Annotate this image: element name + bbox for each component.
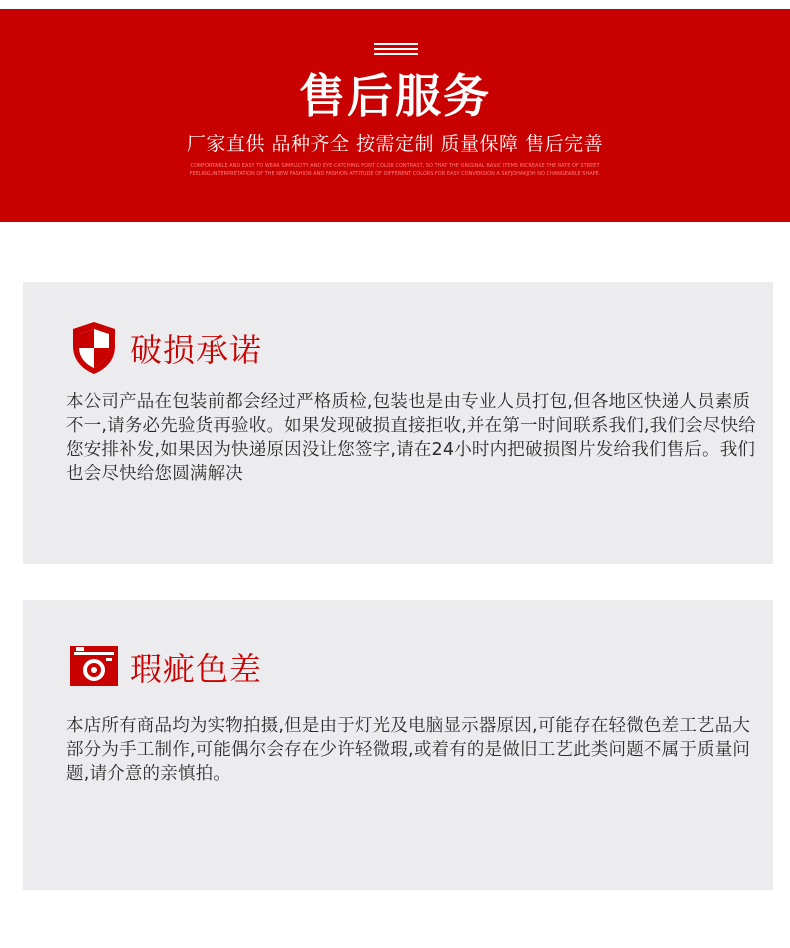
- header-banner: [0, 9, 790, 222]
- page-title: 售后服务: [299, 69, 491, 123]
- flaw-color-text: 本店所有商品均为实物拍摄,但是由于灯光及电脑显示器原因,可能存在轻微色差工艺品大部分为手工制作,可能偶尔会存在少许轻微瑕,或着有的是做旧工艺此类问题不属于质量问题,请介意的亲慎拍。: [66, 716, 751, 784]
- flaw-color-title: 瑕疵色差: [130, 650, 263, 688]
- camera-icon: [69, 643, 119, 693]
- damage-promise-title: 破损承诺: [130, 331, 263, 369]
- menu-lines-icon: [374, 43, 418, 57]
- shield-icon: [69, 320, 119, 370]
- damage-promise-card: [23, 282, 773, 564]
- banner-fineprint: COMFORTABLE AND EASY TO WEAR SIMPLICITY AND EYE-CATCHING FONT COLOR CONTRAST, SO THAT THE ORIGINAL BASIC ITEMS INCREASE THE RATE OF STREET FEELING,INTERPRETATION OF THE NEW FASHION AND FASHION ATTITUDE OF DIFFERENT COLORS FOR EASY CONVERSION A SKFJDHAKJDH NO CHANGEABLE SHAPE.: [189, 163, 601, 177]
- flaw-color-card: [23, 600, 773, 890]
- page-subtitle: 厂家直供 品种齐全 按需定制 质量保障 售后完善: [186, 133, 604, 155]
- damage-promise-text: 本公司产品在包装前都会经过严格质检,包装也是由专业人员打包,但各地区快递人员素质不一,请务必先验货再验收。如果发现破损直接拒收,并在第一时间联系我们,我们会尽快给您安排补发,如果因为快递原因没让您签字,请在24小时内把破损图片发给我们售后。我们也会尽快给您圆满解决: [66, 392, 756, 484]
